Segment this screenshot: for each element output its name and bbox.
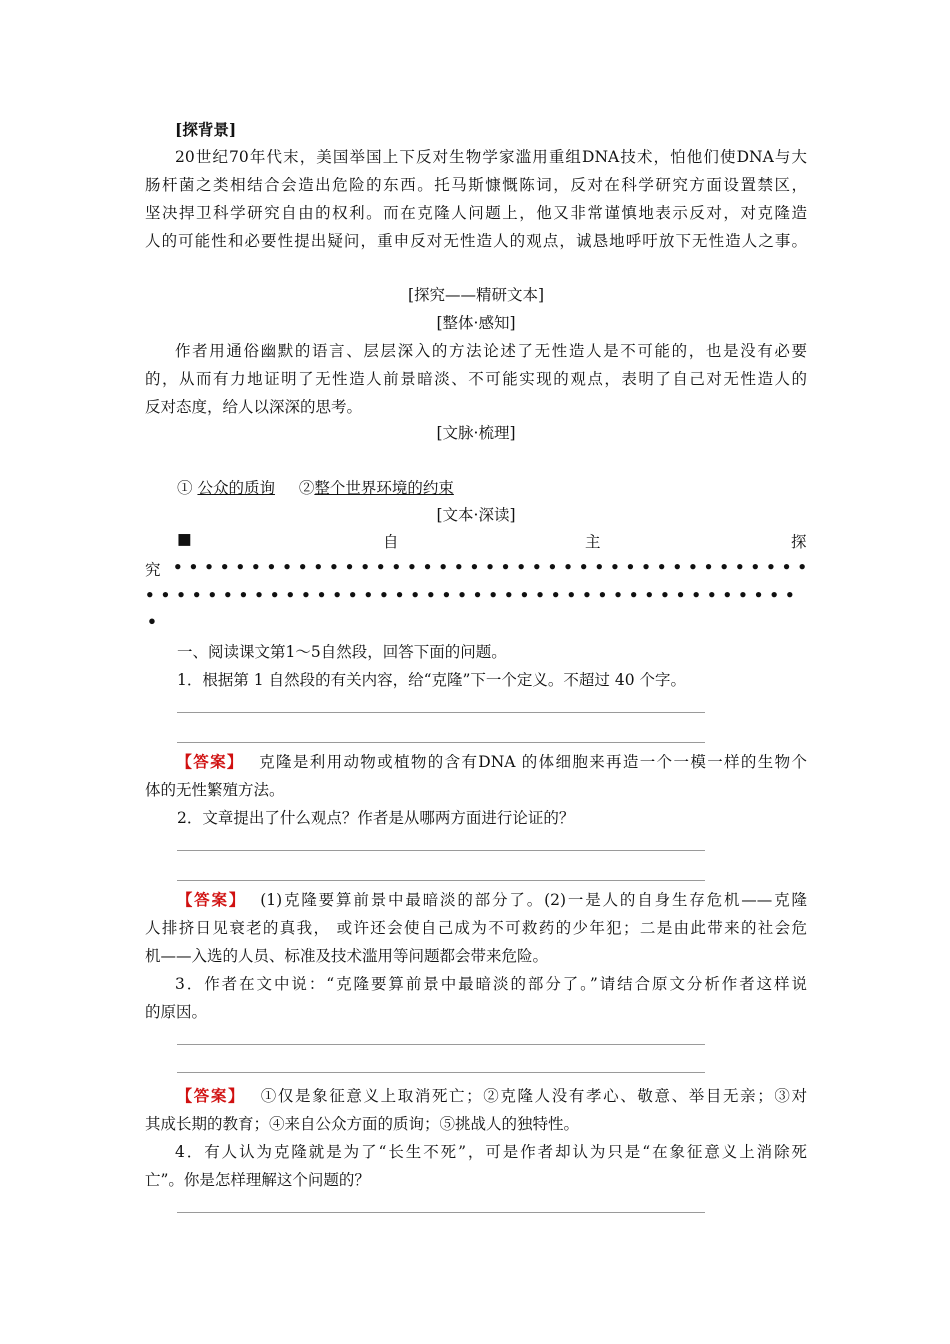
dot-leader-row-2: • • • • • • • • • • • • • • • • • • • • • • • • • • • • • • • • • • • • • • • • • • <box>145 586 795 604</box>
background-heading: [探背景] <box>175 120 237 139</box>
question-3-line-1: 3．作者在文中说：“克隆要算前景中最暗淡的部分了。”请结合原文分析作者这样说 <box>175 975 807 993</box>
answer-line <box>177 1212 705 1213</box>
answer-2-line-2: 人排挤日见衰老的真我， 或许还会使自己成为不可救药的少年犯；二是由此带来的社会危 <box>145 919 807 937</box>
context-item1: 公众的质询 <box>197 479 275 497</box>
answer-line <box>177 1072 705 1073</box>
question-2: 2．文章提出了什么观点？作者是从哪两方面进行论证的？ <box>177 809 575 827</box>
explore-title: [探究——精研文本] <box>407 286 545 304</box>
overall-line-1: 作者用通俗幽默的语言、层层深入的方法论述了无性造人是不可能的，也是没有必要 <box>175 342 807 360</box>
context-item2: 整个世界环境的约束 <box>314 479 454 497</box>
question-1: 1．根据第 1 自然段的有关内容，给“克隆”下一个定义。不超过 40 个字。 <box>177 671 687 689</box>
answer-1-line-2: 体的无性繁殖方法。 <box>145 781 285 799</box>
answer-2-line-3: 机——入选的人员、标准及技术滥用等问题都会带来危险。 <box>145 947 549 965</box>
answer-line <box>177 742 705 743</box>
context-item1-num: ① <box>177 479 193 497</box>
square-icon: ■ <box>177 530 192 548</box>
question-4-line-1: 4．有人认为克隆就是为了“长生不死”，可是作者却认为只是“在象征意义上消除死 <box>175 1143 807 1161</box>
overall-line-3: 反对态度，给人以深深的思考。 <box>145 398 363 416</box>
answer-label: 【答案】 <box>175 890 247 909</box>
questions-intro: 一、阅读课文第1～5自然段，回答下面的问题。 <box>177 643 507 661</box>
background-line-3: 坚决捍卫科学研究自由的权利。而在克隆人问题上，他又非常谨慎地表示反对，对克隆造 <box>145 204 807 222</box>
dot-leader-row-1: • • • • • • • • • • • • • • • • • • • • • • • • • • • • • • • • • • • • • • • • • <box>173 558 807 576</box>
self-study-char-3: 探 <box>791 533 807 551</box>
question-3-line-2: 的原因。 <box>145 1003 208 1021</box>
overall-title: [整体·感知] <box>436 314 516 332</box>
answer-line <box>177 1044 705 1045</box>
overall-line-2: 的，从而有力地证明了无性造人前景暗淡、不可能实现的观点，表明了自己对无性造人的 <box>145 370 807 388</box>
answer-label: 【答案】 <box>175 1086 246 1105</box>
answer-label: 【答案】 <box>175 752 244 771</box>
answer-3-line-1: 【答案】 ①仅是象征意义上取消死亡；②克隆人没有孝心、敬意、举目无亲；③对 <box>175 1086 807 1105</box>
background-line-4: 人的可能性和必要性提出疑问，重申反对无性造人的观点，诚恳地呼吁放下无性造人之事。 <box>145 232 807 250</box>
answer-line <box>177 850 705 851</box>
answer-1-line-1: 【答案】 克隆是利用动物或植物的含有DNA 的体细胞来再造一个一模一样的生物个 <box>175 752 807 771</box>
self-study-char-1: 自 <box>383 533 399 551</box>
background-line-2: 肠杆菌之类相结合会造出危险的东西。托马斯慷慨陈词，反对在科学研究方面设置禁区， <box>145 176 807 194</box>
answer-3-line-2: 其成长期的教育；④来自公众方面的质询；⑤挑战人的独特性。 <box>145 1115 580 1133</box>
background-line-1: 20世纪70年代末，美国举国上下反对生物学家滥用重组DNA技术，怕他们使DNA与大 <box>175 148 807 166</box>
question-4-line-2: 亡”。你是怎样理解这个问题的？ <box>145 1171 370 1189</box>
dot-leader-row-3: • <box>147 612 157 631</box>
context-items <box>177 476 454 498</box>
answer-line <box>177 712 705 713</box>
answer-2-line-1: 【答案】 (1)克隆要算前景中最暗淡的部分了。(2)一是人的自身生存危机——克隆 <box>175 890 807 909</box>
context-title: [文脉·梳理] <box>436 424 516 442</box>
self-study-char-2: 主 <box>585 533 601 551</box>
answer-line <box>177 880 705 881</box>
context-item2-num: ② <box>298 479 315 497</box>
deep-title: [文本·深读] <box>436 506 516 524</box>
self-study-char-4: 究 <box>145 561 161 579</box>
